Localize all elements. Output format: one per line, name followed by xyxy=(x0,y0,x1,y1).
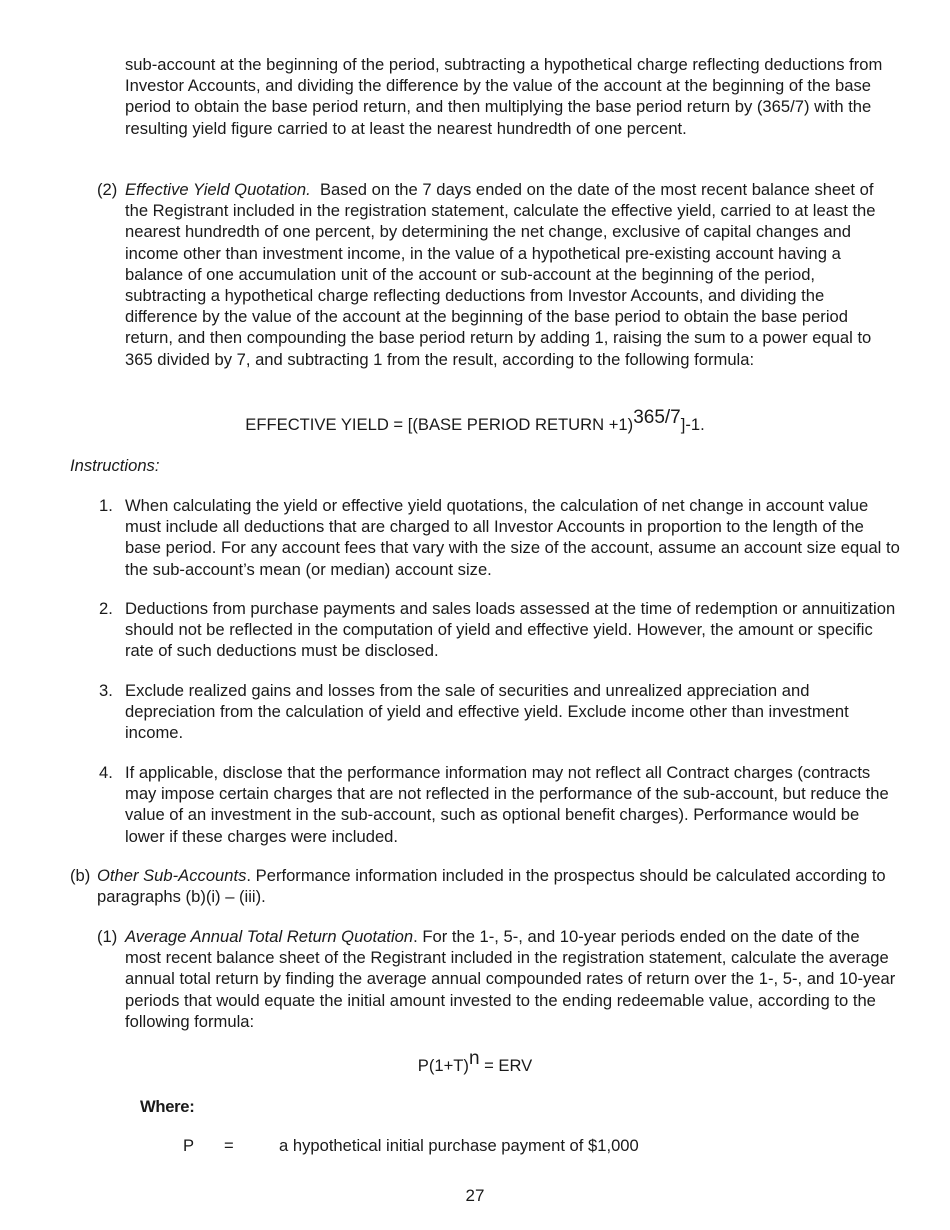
instruction-text: Exclude realized gains and losses from the sale of securities and unrealized appreciation and depreciation from the calculation of yield and effective yield. Exclude income other than investment income. xyxy=(125,681,849,743)
instruction-number: 2. xyxy=(99,599,113,618)
effective-yield-heading: Effective Yield Quotation. xyxy=(125,180,311,199)
item-label-2: (2) xyxy=(97,180,118,199)
instruction-item xyxy=(125,762,900,847)
average-annual-return-text: . For the 1-, 5-, and 10-year periods ended on the date of the most recent balance sheet of the Registrant included in the registration statement, calculate the average annual total return by finding the average annual compounded rates of return over the 1-, 5-, and 10-year periods that would equate the initial amount invested to the ending redeemable value, according to the following formula: xyxy=(125,927,896,1031)
paragraph-average-annual-return xyxy=(125,926,900,1032)
instruction-item xyxy=(125,495,900,580)
instruction-text: If applicable, disclose that the performance information may not reflect all Contract charges (contracts may impose certain charges that are not reflected in the performance of the sub-account, but reduce the value of an investment in the sub-account, such as optional benefit charges). Performance would be lower if these charges were included. xyxy=(125,763,889,846)
formula-rhs: ]-1. xyxy=(680,415,705,434)
formula-exponent: n xyxy=(468,1048,480,1069)
formula-effective-yield xyxy=(0,407,950,435)
instruction-item xyxy=(125,680,900,744)
definition-symbol: P xyxy=(183,1136,195,1155)
formula-erv xyxy=(0,1048,950,1076)
instruction-item xyxy=(125,598,900,662)
other-sub-accounts-heading: Other Sub-Accounts xyxy=(97,866,247,885)
formula-exponent: 365/7 xyxy=(633,407,681,428)
item-label-1: (1) xyxy=(97,927,118,946)
instruction-number: 3. xyxy=(99,681,113,700)
instruction-text: When calculating the yield or effective yield quotations, the calculation of net change in account value must include all deductions that are charged to all Investor Accounts in proportion to the length of the base period. For any account fees that vary with the size of the account, assume an account size equal to the sub-account’s mean (or median) account size. xyxy=(125,496,900,579)
page-number: 27 xyxy=(465,1186,485,1205)
other-sub-accounts-text: . Performance information included in the prospectus should be calculated according to paragraphs (b)(i) – (iii). xyxy=(97,866,886,907)
instruction-text: Deductions from purchase payments and sales loads assessed at the time of redemption or annuitization should not be reflected in the computation of yield and effective yield. However, the amount or specific rate of such deductions must be disclosed. xyxy=(125,599,896,661)
formula-lhs: P(1+T) xyxy=(417,1056,469,1075)
formula-rhs: = ERV xyxy=(479,1056,533,1075)
paragraph-continuation-text: sub-account at the beginning of the period, subtracting a hypothetical charge reflecting deductions from Investor Accounts, and dividing the difference by the value of the account at the beginning of the base period to obtain the base period return, and then multiplying the base period return by (365/7) with the resulting yield figure carried to at least the nearest hundredth of one percent. xyxy=(125,55,883,138)
formula-lhs: EFFECTIVE YIELD = [(BASE PERIOD RETURN +1) xyxy=(245,415,634,434)
average-annual-return-heading: Average Annual Total Return Quotation xyxy=(125,927,414,946)
instruction-number: 1. xyxy=(99,496,113,515)
paragraph-effective-yield xyxy=(125,179,900,370)
item-label-b: (b) xyxy=(70,866,91,885)
where-label: Where: xyxy=(140,1097,195,1116)
instructions-heading: Instructions: xyxy=(70,456,160,475)
definition-equals: = xyxy=(224,1136,234,1155)
paragraph-continuation xyxy=(125,54,900,139)
paragraph-other-sub-accounts xyxy=(97,865,900,907)
definition-meaning: a hypothetical initial purchase payment of $1,000 xyxy=(279,1136,639,1155)
instruction-number: 4. xyxy=(99,763,113,782)
effective-yield-text: Based on the 7 days ended on the date of the most recent balance sheet of the Registrant included in the registration statement, calculate the effective yield, carried to at least the nearest hundredth of one percent, by determining the net change, exclusive of capital changes and income other than investment income, in the value of a hypothetical pre-existing account having a balance of one accumulation unit of the account or sub-account at the beginning of the period, subtracting a hypothetical charge reflecting deductions from Investor Accounts, and dividing the difference by the value of the account at the beginning of the base period to obtain the base period return, and then compounding the base period return by adding 1, raising the sum to a power equal to 365 divided by 7, and subtracting 1 from the result, according to the following formula: xyxy=(125,180,876,369)
